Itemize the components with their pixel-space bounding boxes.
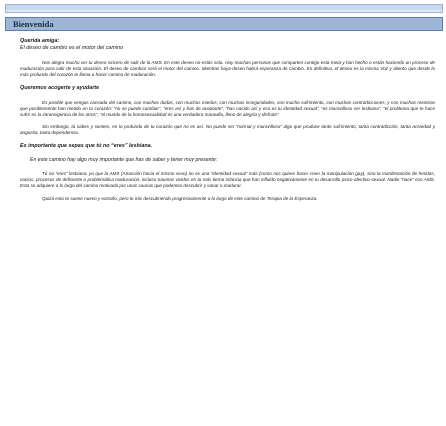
- greeting: Querida amiga:: [20, 38, 60, 44]
- tab-label: Bienvenida: [13, 19, 54, 29]
- tab-bienvenida[interactable]: [5, 17, 443, 31]
- paragraph-1: Nos alegra mucho ver tu deseo sincero de salir de la AMS. En este deseo no estás sola. Hay muchas personas que comparten contigo esta meta y han hecho o están haciendo un proceso de maduración para salir de esta situación. El deseo de cambiar será el motor del camino. Mientras haya deseo habrá esperanza de cambio. En definitiva, el deseo es la misma Voz y aliento que desde lo más profundo del corazón te llama a hacer camino de maduración.: [20, 60, 435, 77]
- paragraph-5: Quizá esto te suene nuevo y extraño, pero lo irás descubriendo progresivamente a lo largo de este camino de Terapia de la Esperanza.: [42, 195, 318, 201]
- paragraph-4: Tú no “eres” lesbiana, ya que la AMS (Atracción hacia el mismo sexo) no es una “identidad sexual” más (como nos quiere hacer creer la manipulación gay), sino la manifestación de heridas, vacíos, procesos de deficiente o problemática maduración, incluso traumas vividos en tu más tierna infancia que han influido negativamente en tu desarrollo psico-afectivo-sexual. Nadie “nace” con AMS. Esta se adquiere a lo largo del camino motivada por unas causas que podemos descubrir y sanar o madurar.: [20, 171, 435, 189]
- document-body: [20, 38, 435, 209]
- paragraph-3: Sin embargo, tú sabes y sientes, en lo profundo de tu corazón que no es así. No puede ser “normal y maravilloso” algo que produce tanto sufrimiento, tanta contradicción, tanta ansiedad y angustia, tanta dependencia.: [20, 124, 435, 136]
- section-title: Queremos acogerte y ayudarte: [20, 84, 100, 91]
- paragraph-2: Es posible que vengas cansada del camino, con muchas dudas, con muchos miedos, con muchas inseguridades, con mucho sufrimiento, con muchas contradicciones, y con muchas mentiras que posiblemente han metido en tu corazón: “no se puede cambiar”, “eres así y has de aceptarte”, “has nacido así y eso es tu identidad sexual”, “es maravilloso ser lesbiana”, “el problema que te hace sufrir es la intransigencia de los otros”, “el mundo de la homosexualidad es una verdadera maravilla, lleno de alegría y disfrute”.: [20, 99, 435, 117]
- toolbar-strip: [6, 10, 442, 12]
- subtitle: El deseo de cambio es el motor del camino: [20, 45, 124, 51]
- intro-line: En este camino hay algo muy importante que has de saber y tener muy presente:: [30, 157, 218, 164]
- important-line: Es importante que sepas que tú no “eres” lesbiana.: [20, 143, 153, 150]
- top-toolbar: [5, 4, 443, 13]
